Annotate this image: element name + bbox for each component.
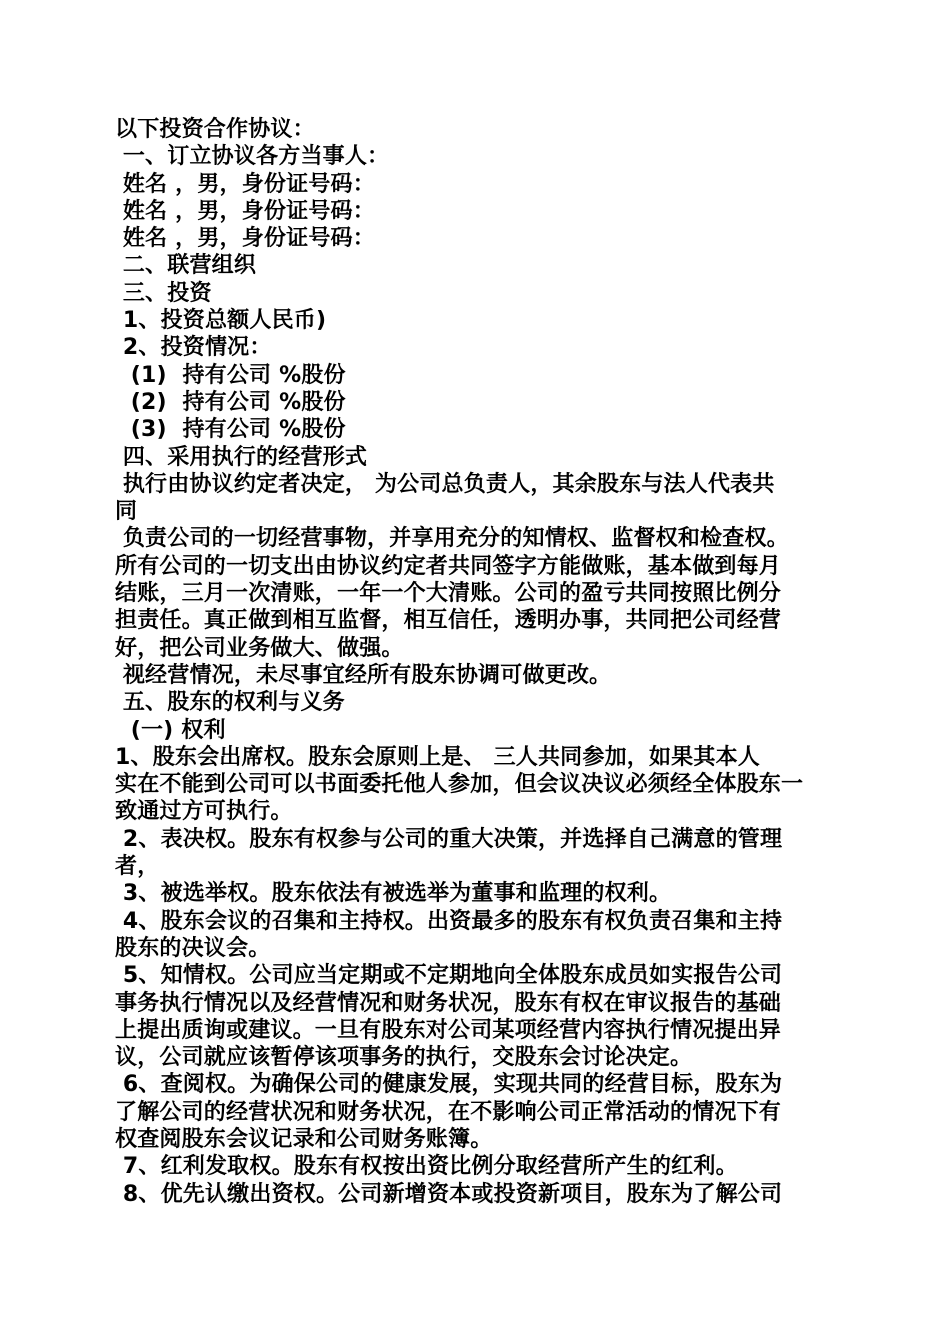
paragraph-line: 者， xyxy=(115,854,160,880)
paragraph-line: 视经营情况，未尽事宜经所有股东协调可做更改。 xyxy=(115,662,612,688)
section-heading-investment: 三、投资 xyxy=(115,280,212,306)
shareholding-line-1: (1) 持有公司 %股份 xyxy=(115,362,346,388)
paragraph-line: 执行由协议约定者决定， 为公司总负责人，其余股东与法人代表共 xyxy=(115,471,775,497)
paragraph-line: 负责公司的一切经营事物，并享用充分的知情权、监督权和检查权。 xyxy=(115,526,789,552)
paragraph-line: 好，把公司业务做大、做强。 xyxy=(115,635,404,661)
paragraph-line: 7、红利发取权。股东有权按出资比例分取经营所产生的红利。 xyxy=(115,1154,738,1180)
paragraph-line: 担责任。真正做到相互监督，相互信任，透明办事，共同把公司经营 xyxy=(115,608,782,634)
investment-status-line: 2、投资情况： xyxy=(115,335,272,361)
paragraph-line: 权查阅股东会议记录和公司财务账簿。 xyxy=(115,1126,493,1152)
document-body xyxy=(115,116,840,1208)
paragraph-line: 事务执行情况以及经营情况和财务状况，股东有权在审议报告的基础 xyxy=(115,990,782,1016)
party-line-3: 姓名 ，男，身份证号码： xyxy=(115,226,375,252)
paragraph-line: 3、被选举权。股东依法有被选举为董事和监理的权利。 xyxy=(115,881,672,907)
paragraph-line: 议，公司就应该暂停该项事务的执行，交股东会讨论决定。 xyxy=(115,1045,693,1071)
paragraph-line: 致通过方可执行。 xyxy=(115,799,293,825)
intro-line: 以下投资合作协议： xyxy=(115,117,315,142)
paragraph-line: 同 xyxy=(115,499,138,525)
paragraph-line: 1、股东会出席权。股东会原则上是、 三人共同参加，如果其本人 xyxy=(115,744,760,770)
paragraph-line: 6、查阅权。为确保公司的健康发展，实现共同的经营目标，股东为 xyxy=(115,1072,783,1098)
section-heading-operation: 四、采用执行的经营形式 xyxy=(115,444,368,470)
section-heading-parties: 一、订立协议各方当事人： xyxy=(115,144,390,170)
paragraph-line: 2、表决权。股东有权参与公司的重大决策，并选择自己满意的管理 xyxy=(115,826,783,852)
subsection-heading-rights: (一) 权利 xyxy=(115,717,226,743)
paragraph-line: 了解公司的经营状况和财务状况，在不影响公司正常活动的情况下有 xyxy=(115,1099,782,1125)
section-heading-organization: 二、联营组织 xyxy=(115,253,257,279)
paragraph-line: 5、知情权。公司应当定期或不定期地向全体股东成员如实报告公司 xyxy=(115,963,783,989)
paragraph-line: 结账，三月一次清账，一年一个大清账。公司的盈亏共同按照比例分 xyxy=(115,581,782,607)
party-line-2: 姓名 ，男，身份证号码： xyxy=(115,198,375,224)
paragraph-line: 股东的决议会。 xyxy=(115,935,271,961)
paragraph-line: 4、股东会议的召集和主持权。出资最多的股东有权负责召集和主持 xyxy=(115,908,783,934)
section-heading-rights-duties: 五、股东的权利与义务 xyxy=(115,690,345,716)
paragraph-line: 所有公司的一切支出由协议约定者共同签字方能做账，基本做到每月 xyxy=(115,553,782,579)
shareholding-line-3: (3) 持有公司 %股份 xyxy=(115,417,346,443)
shareholding-line-2: (2) 持有公司 %股份 xyxy=(115,389,346,415)
investment-total-line: 1、投资总额人民币) xyxy=(115,308,327,334)
paragraph-line: 8、优先认缴出资权。公司新增资本或投资新项目，股东为了解公司 xyxy=(115,1181,783,1207)
paragraph-line: 实在不能到公司可以书面委托他人参加，但会议决议必须经全体股东一 xyxy=(115,772,804,798)
paragraph-line: 上提出质询或建议。一旦有股东对公司某项经营内容执行情况提出异 xyxy=(115,1017,782,1043)
party-line-1: 姓名 ，男，身份证号码： xyxy=(115,171,375,197)
